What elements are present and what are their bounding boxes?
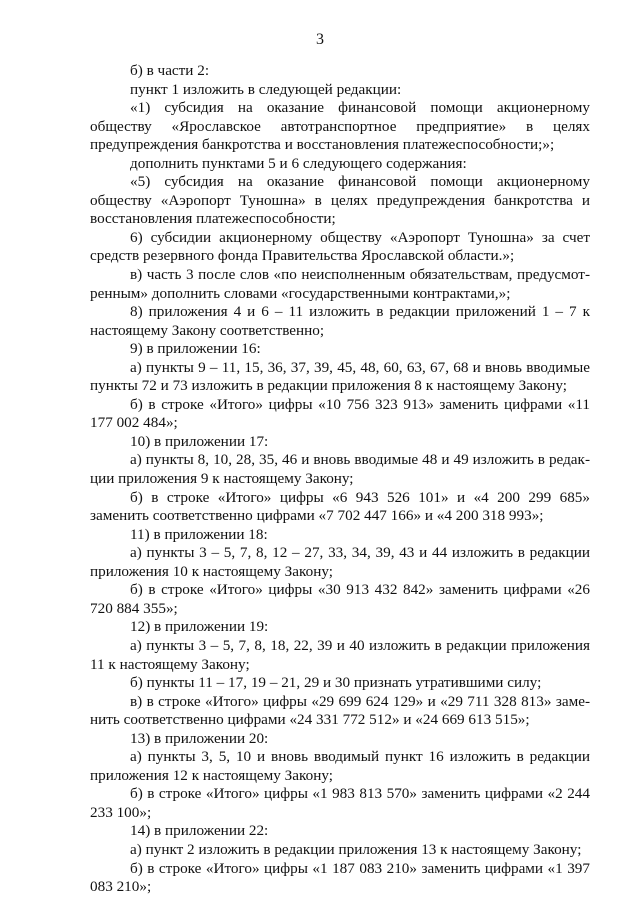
paragraph: 10) в приложении 17:	[130, 432, 269, 450]
document-body	[90, 62, 590, 897]
paragraph: пункт 1 изложить в следующей редакции:	[130, 80, 402, 98]
paragraph: а) пункты 9 – 11, 15, 36, 37, 39, 45, 48, 60, 63, 67, 68 и вновь вводимые пункты 72 и 73 изложить в редакции приложения 8 к настоящему Закону;	[90, 358, 590, 395]
page-number: 3	[316, 31, 324, 48]
paragraph: в) часть 3 после слов «по неисполненным обязательствам, предусмотренным» дополнить словами «государственными контрактами,»;	[90, 266, 590, 302]
paragraph: б) в строке «Итого» цифры «30 913 432 842» заменить цифрами «26 720 884 355»;	[90, 581, 590, 617]
paragraph: б) в строке «Итого» цифры «1 983 813 570» заменить цифрами «2 244 233 100»;	[90, 785, 590, 821]
paragraph: а) пункт 2 изложить в редакции приложения 13 к настоящему Закону;	[130, 840, 582, 858]
paragraph: в) в строке «Итого» цифры «29 699 624 129» и «29 711 328 813» заменить соответственно цифрами «24 331 772 512» и «24 669 613 515»;	[90, 692, 590, 729]
paragraph: а) пункты 3, 5, 10 и вновь вводимый пункт 16 изложить в редакции приложения 12 к настоящему Закону;	[90, 748, 590, 784]
paragraph: 12) в приложении 19:	[130, 618, 269, 636]
paragraph: «5) субсидия на оказание финансовой помощи акционерному обществу «Аэропорт Туношна» в целях предупреждения банкротства и восстановления платежеспособности;	[90, 173, 590, 228]
paragraph: б) пункты 11 – 17, 19 – 21, 29 и 30 признать утратившими силу;	[130, 674, 542, 692]
paragraph: 8) приложения 4 и 6 – 11 изложить в редакции приложений 1 – 7 к настоящему Закону соответственно;	[90, 303, 590, 339]
paragraph: 11) в приложении 18:	[130, 525, 268, 543]
paragraph: б) в строке «Итого» цифры «10 756 323 913» заменить цифрами «11 177 002 484»;	[90, 395, 590, 432]
paragraph: дополнить пунктами 5 и 6 следующего содержания:	[130, 154, 467, 172]
paragraph: 6) субсидии акционерному обществу «Аэропорт Туношна» за счет средств резервного фонда Правительства Ярославской области.»;	[90, 228, 590, 265]
paragraph: а) пункты 8, 10, 28, 35, 46 и вновь вводимые 48 и 49 изложить в редакции приложения 9 к настоящему Закону;	[90, 451, 590, 488]
paragraph: б) в строке «Итого» цифры «1 187 083 210» заменить цифрами «1 397 083 210»;	[90, 859, 590, 896]
paragraph: 9) в приложении 16:	[130, 340, 261, 358]
paragraph: «1) субсидия на оказание финансовой помощи акционерному обществу «Ярославское автотранспортное предприятие» в целях предупреждения банкротства и восстановления платежеспособности;»;	[90, 99, 590, 154]
paragraph: 14) в приложении 22:	[130, 822, 269, 840]
paragraph: б) в части 2:	[130, 62, 210, 79]
paragraph: б) в строке «Итого» цифры «6 943 526 101» и «4 200 299 685» заменить соответственно цифрами «7 702 447 166» и «4 200 318 993»;	[90, 488, 590, 525]
paragraph: а) пункты 3 – 5, 7, 8, 12 – 27, 33, 34, 39, 43 и 44 изложить в редакции приложения 10 к настоящему Закону;	[90, 544, 590, 580]
paragraph: а) пункты 3 – 5, 7, 8, 18, 22, 39 и 40 изложить в редакции приложения 11 к настоящему Закону;	[90, 636, 590, 673]
paragraph: 13) в приложении 20:	[130, 729, 269, 747]
